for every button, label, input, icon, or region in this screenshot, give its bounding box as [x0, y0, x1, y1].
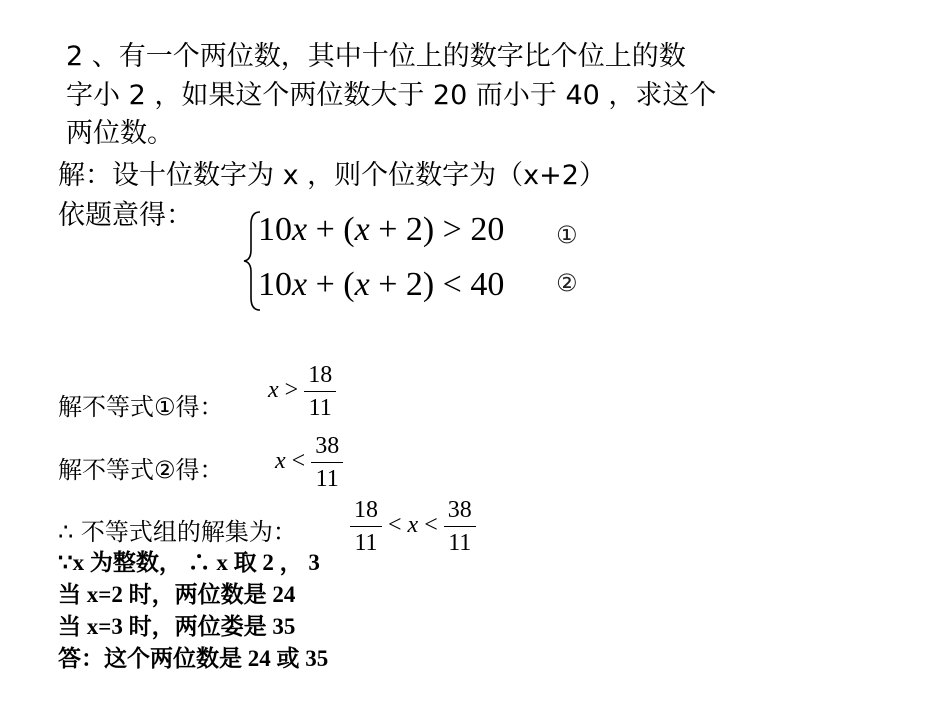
step2-result: x < $\frac{38}{11}$	[275, 432, 343, 493]
inequality-2-marker: ②	[556, 269, 578, 297]
step1-label: 解不等式①得：	[58, 393, 224, 421]
fraction-high: $\frac{38}{11}$	[444, 496, 476, 557]
solution-set: $\frac{18}{11}$ < x < $\frac{38}{11}$	[350, 496, 476, 557]
step1-result: x > $\frac{18}{11}$	[268, 361, 336, 422]
by-question-label: 依题意得：	[58, 200, 193, 231]
fraction-18-11: $\frac{18}{11}$	[304, 361, 336, 422]
problem-line-1: 2 、有一个两位数，其中十位上的数字比个位上的数	[66, 41, 686, 72]
inequality-2: 10x + (x + 2) < 40	[258, 266, 505, 303]
solution-setup: 解：设十位数字为 x ，则个位数字为（x+2）	[58, 160, 606, 191]
fraction-38-11: $\frac{38}{11}$	[311, 432, 343, 493]
step2-label: 解不等式②得：	[58, 456, 224, 484]
case-x-2: 当 x=2 时，两位数是 24	[58, 582, 296, 607]
integer-condition: ∵x 为整数， ∴ x 取 2 ， 3	[58, 550, 320, 575]
case-x-3: 当 x=3 时，两位娄是 35	[58, 614, 296, 639]
fraction-low: $\frac{18}{11}$	[350, 496, 382, 557]
inequality-1: 10x + (x + 2) > 20	[258, 211, 505, 248]
solution-set-label: ∴ 不等式组的解集为：	[58, 518, 297, 546]
inequality-1-marker: ①	[556, 221, 578, 249]
final-answer: 答：这个两位数是 24 或 35	[58, 646, 329, 671]
problem-line-2: 字小 2 ，如果这个两位数大于 20 而小于 40 ，求这个	[66, 80, 717, 111]
problem-line-3: 两位数。	[66, 118, 174, 149]
